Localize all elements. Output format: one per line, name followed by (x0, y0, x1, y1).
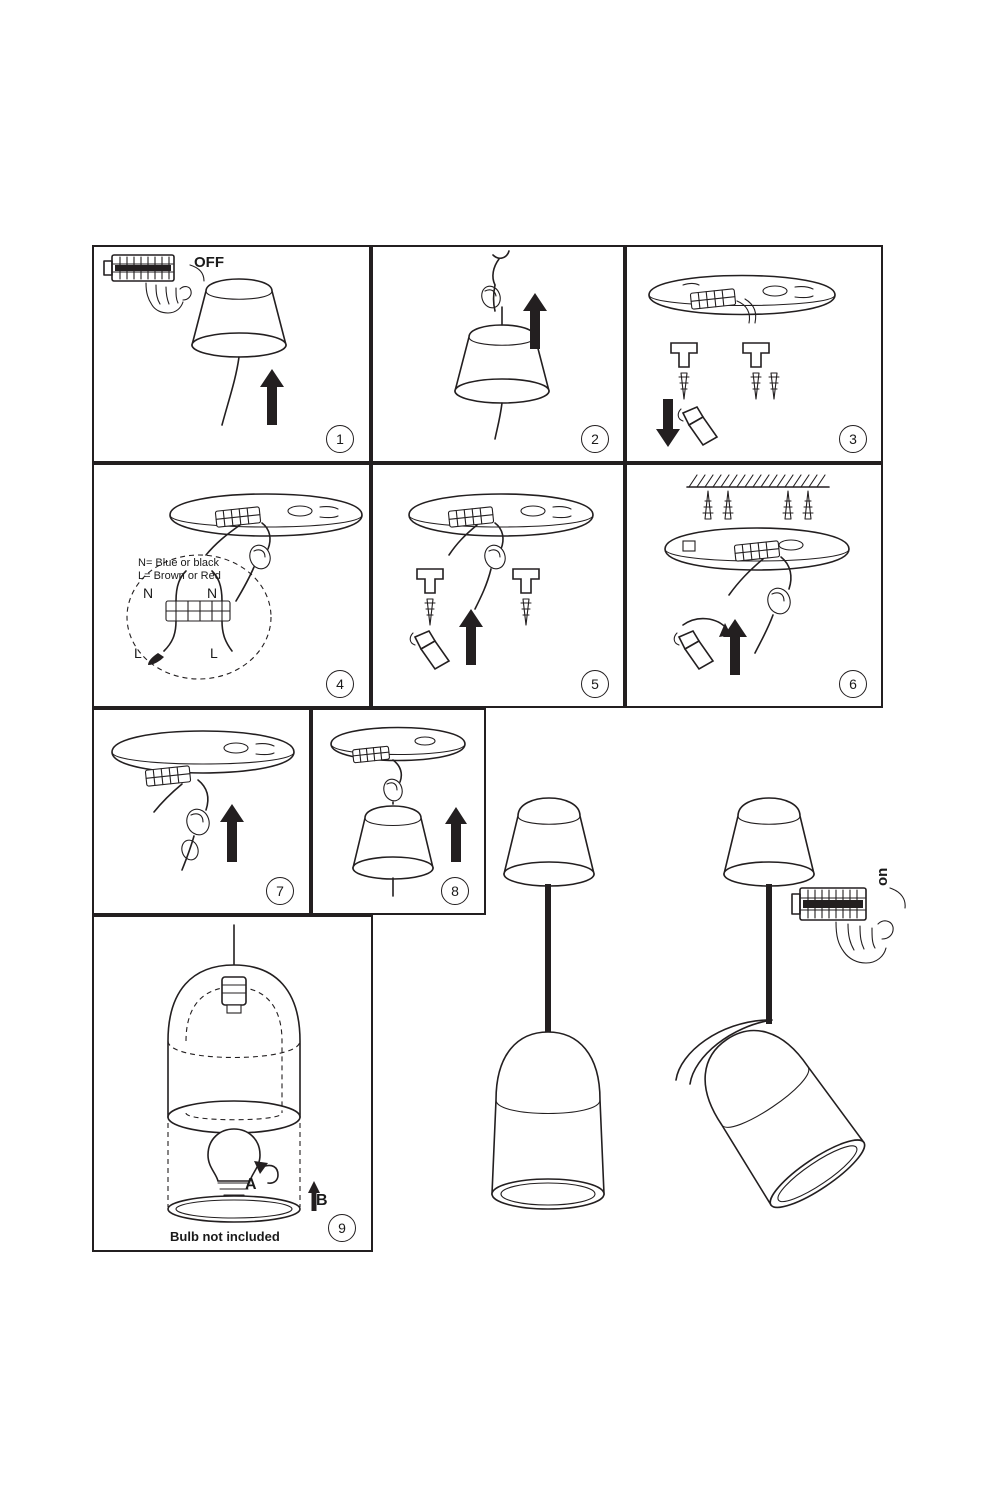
screwdriver-icon (410, 631, 449, 669)
assembly-step-b-label: B (316, 1192, 328, 1209)
cable-lower-icon (495, 403, 502, 439)
cable-clamp-icon (479, 251, 509, 311)
step-number-9: 9 (328, 1214, 356, 1242)
hand-icon (146, 283, 191, 313)
rotate-arrow-icon (254, 1161, 278, 1183)
step-panel-4 (92, 463, 371, 708)
ceiling-plate-icon (649, 276, 835, 315)
finished-lamp-tilted-view (676, 798, 872, 1217)
screw-icon-c (769, 373, 779, 399)
canopy-icon (353, 806, 433, 879)
bracket-icon-right (513, 569, 539, 593)
cable-clamp-icon (154, 780, 212, 870)
step-panel-6 (625, 463, 883, 708)
circuit-breaker-icon (104, 255, 174, 281)
assembly-step-a-label: A (245, 1176, 257, 1193)
power-off-label: OFF (194, 254, 224, 271)
screw-icon-b (521, 599, 531, 625)
final-product-figures (470, 770, 990, 1300)
wire-legend-live: L= Brown or Red (138, 570, 221, 582)
screw-icon-up-b (723, 491, 733, 519)
step-number-5: 5 (581, 670, 609, 698)
terminal-label-l-right: L (210, 645, 218, 661)
bulb-not-included-caption: Bulb not included (170, 1229, 280, 1244)
canopy-icon (192, 279, 286, 357)
screw-icon-b (751, 373, 761, 399)
wire-legend-neutral: N= Blue or black (138, 557, 220, 569)
terminal-label-n-right: N (207, 585, 218, 601)
screw-icon-up-a (703, 491, 713, 519)
up-arrow-icon (260, 369, 284, 425)
diffuser-ring-icon (168, 1196, 300, 1222)
bracket-icon-left (417, 569, 443, 593)
down-arrow-icon (656, 399, 680, 447)
up-arrow-icon (445, 807, 467, 862)
step-number-1: 1 (326, 425, 354, 453)
step-panel-2 (371, 245, 625, 463)
on-swipe-arc (890, 888, 905, 908)
step-number-4: 4 (326, 670, 354, 698)
ceiling-plate-icon (331, 728, 465, 761)
power-on-label: on (874, 867, 891, 886)
up-arrow-icon (459, 609, 483, 665)
ceiling-hatch-icon (687, 475, 829, 487)
finished-lamp-front-view (492, 798, 604, 1209)
cable-icon (222, 357, 239, 425)
up-arrow-icon (220, 804, 244, 862)
screw-icon-up-d (803, 491, 813, 519)
step-panel-1 (92, 245, 371, 463)
step-panel-9 (92, 915, 373, 1252)
terminal-label-n-left: N (143, 585, 154, 601)
ceiling-plate-icon (112, 731, 294, 773)
bracket-icon-right (743, 343, 769, 367)
step-number-8: 8 (441, 877, 469, 905)
screw-icon-a (679, 373, 689, 399)
screw-icon-up-c (783, 491, 793, 519)
step-number-6: 6 (839, 670, 867, 698)
hand-icon (836, 921, 893, 963)
circuit-breaker-icon (792, 888, 866, 920)
screwdriver-icon (674, 631, 713, 669)
step-panel-8 (311, 708, 486, 915)
step-panel-3 (625, 245, 883, 463)
step-panel-5 (371, 463, 625, 708)
bracket-icon-left (671, 343, 697, 367)
terminal-label-l-left: L (134, 645, 142, 661)
cable-clamp-icon (381, 760, 405, 803)
step-number-7: 7 (266, 877, 294, 905)
step-number-2: 2 (581, 425, 609, 453)
step-panel-7 (92, 708, 311, 915)
step-number-3: 3 (839, 425, 867, 453)
screw-icon-a (425, 599, 435, 625)
ceiling-plate-icon (170, 494, 362, 536)
screwdriver-icon (678, 407, 717, 445)
